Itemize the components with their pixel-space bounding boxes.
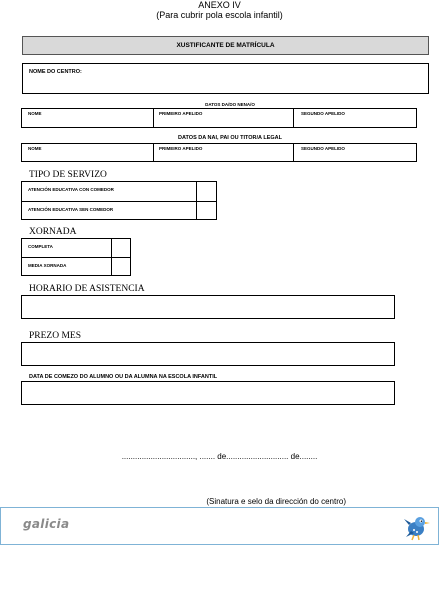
child-name-label: NOME (28, 111, 42, 116)
parent-name-label: NOME (28, 146, 42, 151)
schedule-table (21, 238, 131, 276)
service-option-without-meals (22, 202, 216, 220)
xunta-bird-icon (402, 513, 432, 541)
child-first-surname-label: PRIMEIRO APELIDO (159, 111, 203, 116)
hours-heading: HORARIO DE ASISTENCIA (29, 284, 145, 294)
schedule-option-half-label: MEDIA XORNADA (28, 263, 67, 268)
start-date-field[interactable] (21, 381, 395, 405)
child-name-cell[interactable] (22, 109, 154, 127)
annex-label: ANEXO IV (198, 0, 241, 10)
child-second-surname-cell[interactable] (294, 109, 416, 127)
parent-name-cell[interactable] (22, 144, 154, 161)
centre-name-field[interactable] (22, 63, 429, 94)
price-heading: PREZO MES (29, 331, 81, 341)
schedule-heading: XORNADA (29, 227, 77, 237)
parent-data-table (21, 143, 417, 162)
hours-field[interactable] (21, 295, 395, 319)
parent-data-heading: DATOS DA NAI, PAI OU TITOR/A LEGAL (178, 135, 282, 141)
schedule-checkbox-half[interactable] (111, 258, 131, 276)
parent-second-surname-cell[interactable] (294, 144, 416, 161)
parent-first-surname-label: PRIMEIRO APELIDO (159, 146, 203, 151)
galicia-logo: galicia (23, 517, 70, 531)
schedule-option-full-label: COMPLETA (28, 244, 53, 249)
service-checkbox-without-meals[interactable] (196, 202, 217, 220)
service-checkbox-with-meals[interactable] (196, 182, 217, 202)
start-date-heading: DATA DE COMEZO DO ALUMNO OU DA ALUMNA NA ESCOLA INFANTIL (29, 374, 218, 380)
parent-second-surname-label: SEGUNDO APELIDO (301, 146, 345, 151)
schedule-checkbox-full[interactable] (111, 239, 131, 258)
signature-caption: (Sinatura e selo da dirección do centro) (206, 497, 346, 506)
centre-name-label: NOME DO CENTRO: (29, 69, 82, 75)
child-second-surname-label: SEGUNDO APELIDO (301, 111, 345, 116)
service-type-heading: TIPO DE SERVIZO (29, 170, 107, 180)
service-option-with-meals-label: ATENCIÓN EDUCATIVA CON COMEDOR (28, 187, 114, 192)
date-place-line: ................................., ....... de............................ de........ (121, 452, 318, 461)
service-type-table (21, 181, 217, 220)
form-title: XUSTIFICANTE DE MATRÍCULA (22, 36, 429, 55)
child-data-table (21, 108, 417, 128)
parent-first-surname-cell[interactable] (154, 144, 294, 161)
child-first-surname-cell[interactable] (154, 109, 294, 127)
annex-subtitle: (Para cubrir pola escola infantil) (156, 10, 283, 20)
child-data-heading: DATOS DA/DO NENA/O (205, 102, 255, 107)
footer-bar (0, 507, 439, 545)
service-option-with-meals (22, 182, 216, 202)
service-option-without-meals-label: ATENCIÓN EDUCATIVA SEN COMEDOR (28, 207, 114, 212)
price-field[interactable] (21, 342, 395, 366)
